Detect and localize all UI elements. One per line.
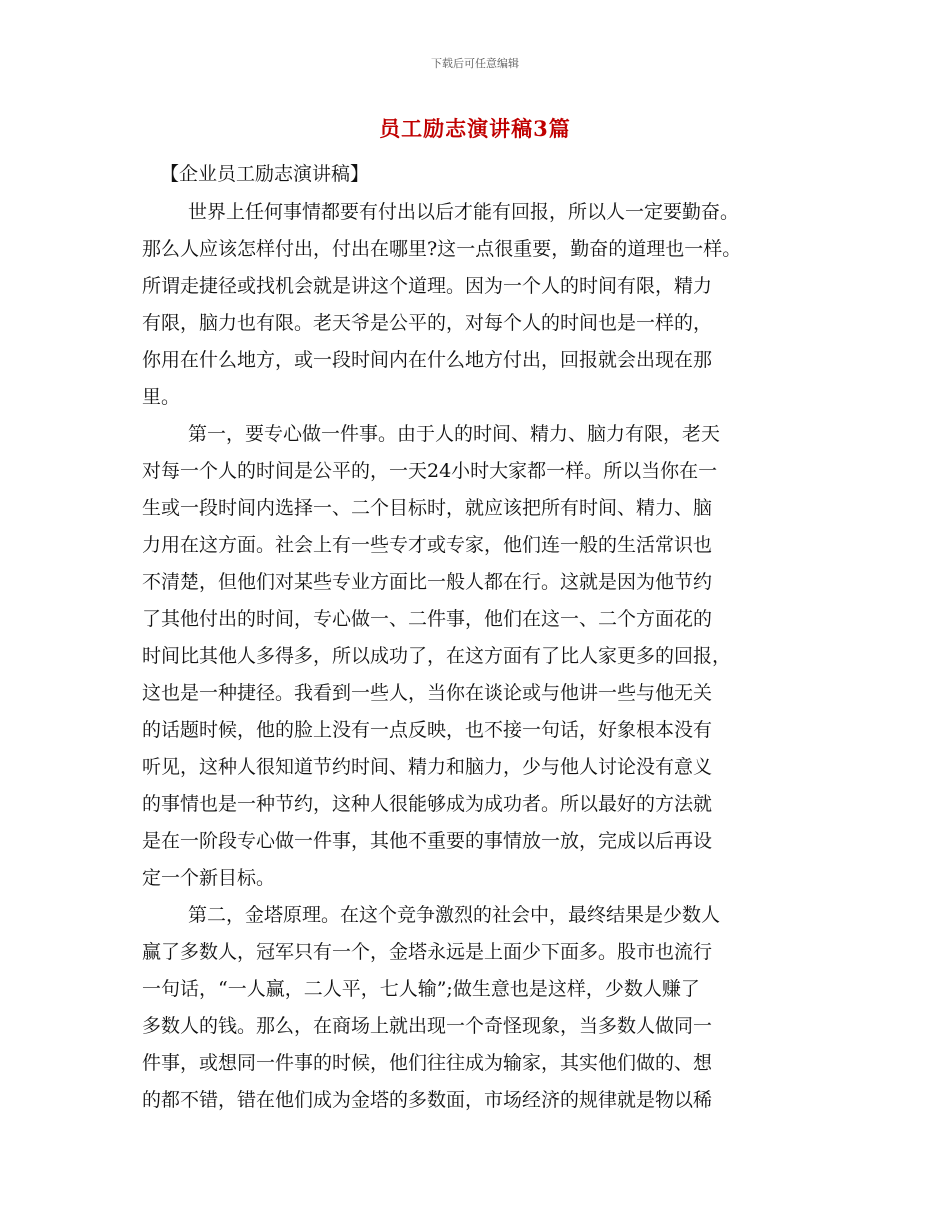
- paragraph-line: 这也是一种捷径。我看到一些人，当你在谈论或与他讲一些与他无关: [142, 682, 713, 704]
- paragraph-line: 第二，金塔原理。在这个竞争激烈的社会中，最终结果是少数人: [188, 904, 721, 926]
- paragraph-line: 生或一段时间内选择一、二个目标时，就应该把所有时间、精力、脑: [142, 497, 713, 519]
- paragraph-line: 不清楚，但他们对某些专业方面比一般人都在行。这就是因为他节约: [142, 571, 713, 593]
- paragraph-line: 对每一个人的时间是公平的，一天24小时大家都一样。所以当你在一: [142, 460, 718, 482]
- document-title: 员工励志演讲稿3篇: [379, 116, 571, 141]
- paragraph-line: 了其他付出的时间，专心做一、二件事，他们在这一、二个方面花的: [142, 608, 713, 630]
- paragraph-line: 世界上任何事情都要有付出以后才能有回报，所以人一定要勤奋。: [188, 201, 740, 223]
- paragraph-line: 那么人应该怎样付出，付出在哪里?这一点很重要，勤奋的道理也一样。: [142, 238, 742, 260]
- paragraph-line: 的事情也是一种节约，这种人很能够成为成功者。所以最好的方法就: [142, 793, 713, 815]
- paragraph-line: 听见，这种人很知道节约时间、精力和脑力，少与他人讨论没有意义: [142, 756, 713, 778]
- paragraph-line: 赢了多数人，冠军只有一个，金塔永远是上面少下面多。股市也流行: [142, 941, 713, 963]
- paragraph-line: 一句话，“一人赢，二人平，七人输”;做生意也是这样，少数人赚了: [142, 978, 700, 1000]
- paragraph-line: 时间比其他人多得多，所以成功了，在这方面有了比人家更多的回报，: [142, 645, 732, 667]
- paragraph-line: 你用在什么地方，或一段时间内在什么地方付出，回报就会出现在那: [142, 349, 713, 371]
- paragraph-line: 的都不错，错在他们成为金塔的多数面，市场经济的规律就是物以稀: [142, 1089, 713, 1111]
- paragraph-line: 第一，要专心做一件事。由于人的时间、精力、脑力有限，老天: [188, 423, 721, 445]
- paragraph-line: 里。: [142, 386, 181, 408]
- paragraph-line: 件事，或想同一件事的时候，他们往往成为输家，其实他们做的、想: [142, 1052, 713, 1074]
- paragraph-line: 所谓走捷径或找机会就是讲这个道理。因为一个人的时间有限，精力: [142, 275, 713, 297]
- section-heading: 【企业员工励志演讲稿】: [160, 163, 370, 185]
- paragraph-line: 有限，脑力也有限。老天爷是公平的，对每个人的时间也是一样的，: [142, 312, 713, 334]
- paragraph-line: 力用在这方面。社会上有一些专才或专家，他们连一般的生活常识也: [142, 534, 713, 556]
- paragraph-line: 的话题时候，他的脸上没有一点反映，也不接一句话，好象根本没有: [142, 719, 713, 741]
- paragraph-line: 定一个新目标。: [142, 867, 276, 889]
- paragraph-line: 是在一阶段专心做一件事，其他不重要的事情放一放，完成以后再设: [142, 830, 713, 852]
- header-note: 下载后可任意编辑: [431, 57, 519, 70]
- paragraph-line: 多数人的钱。那么，在商场上就出现一个奇怪现象，当多数人做同一: [142, 1015, 713, 1037]
